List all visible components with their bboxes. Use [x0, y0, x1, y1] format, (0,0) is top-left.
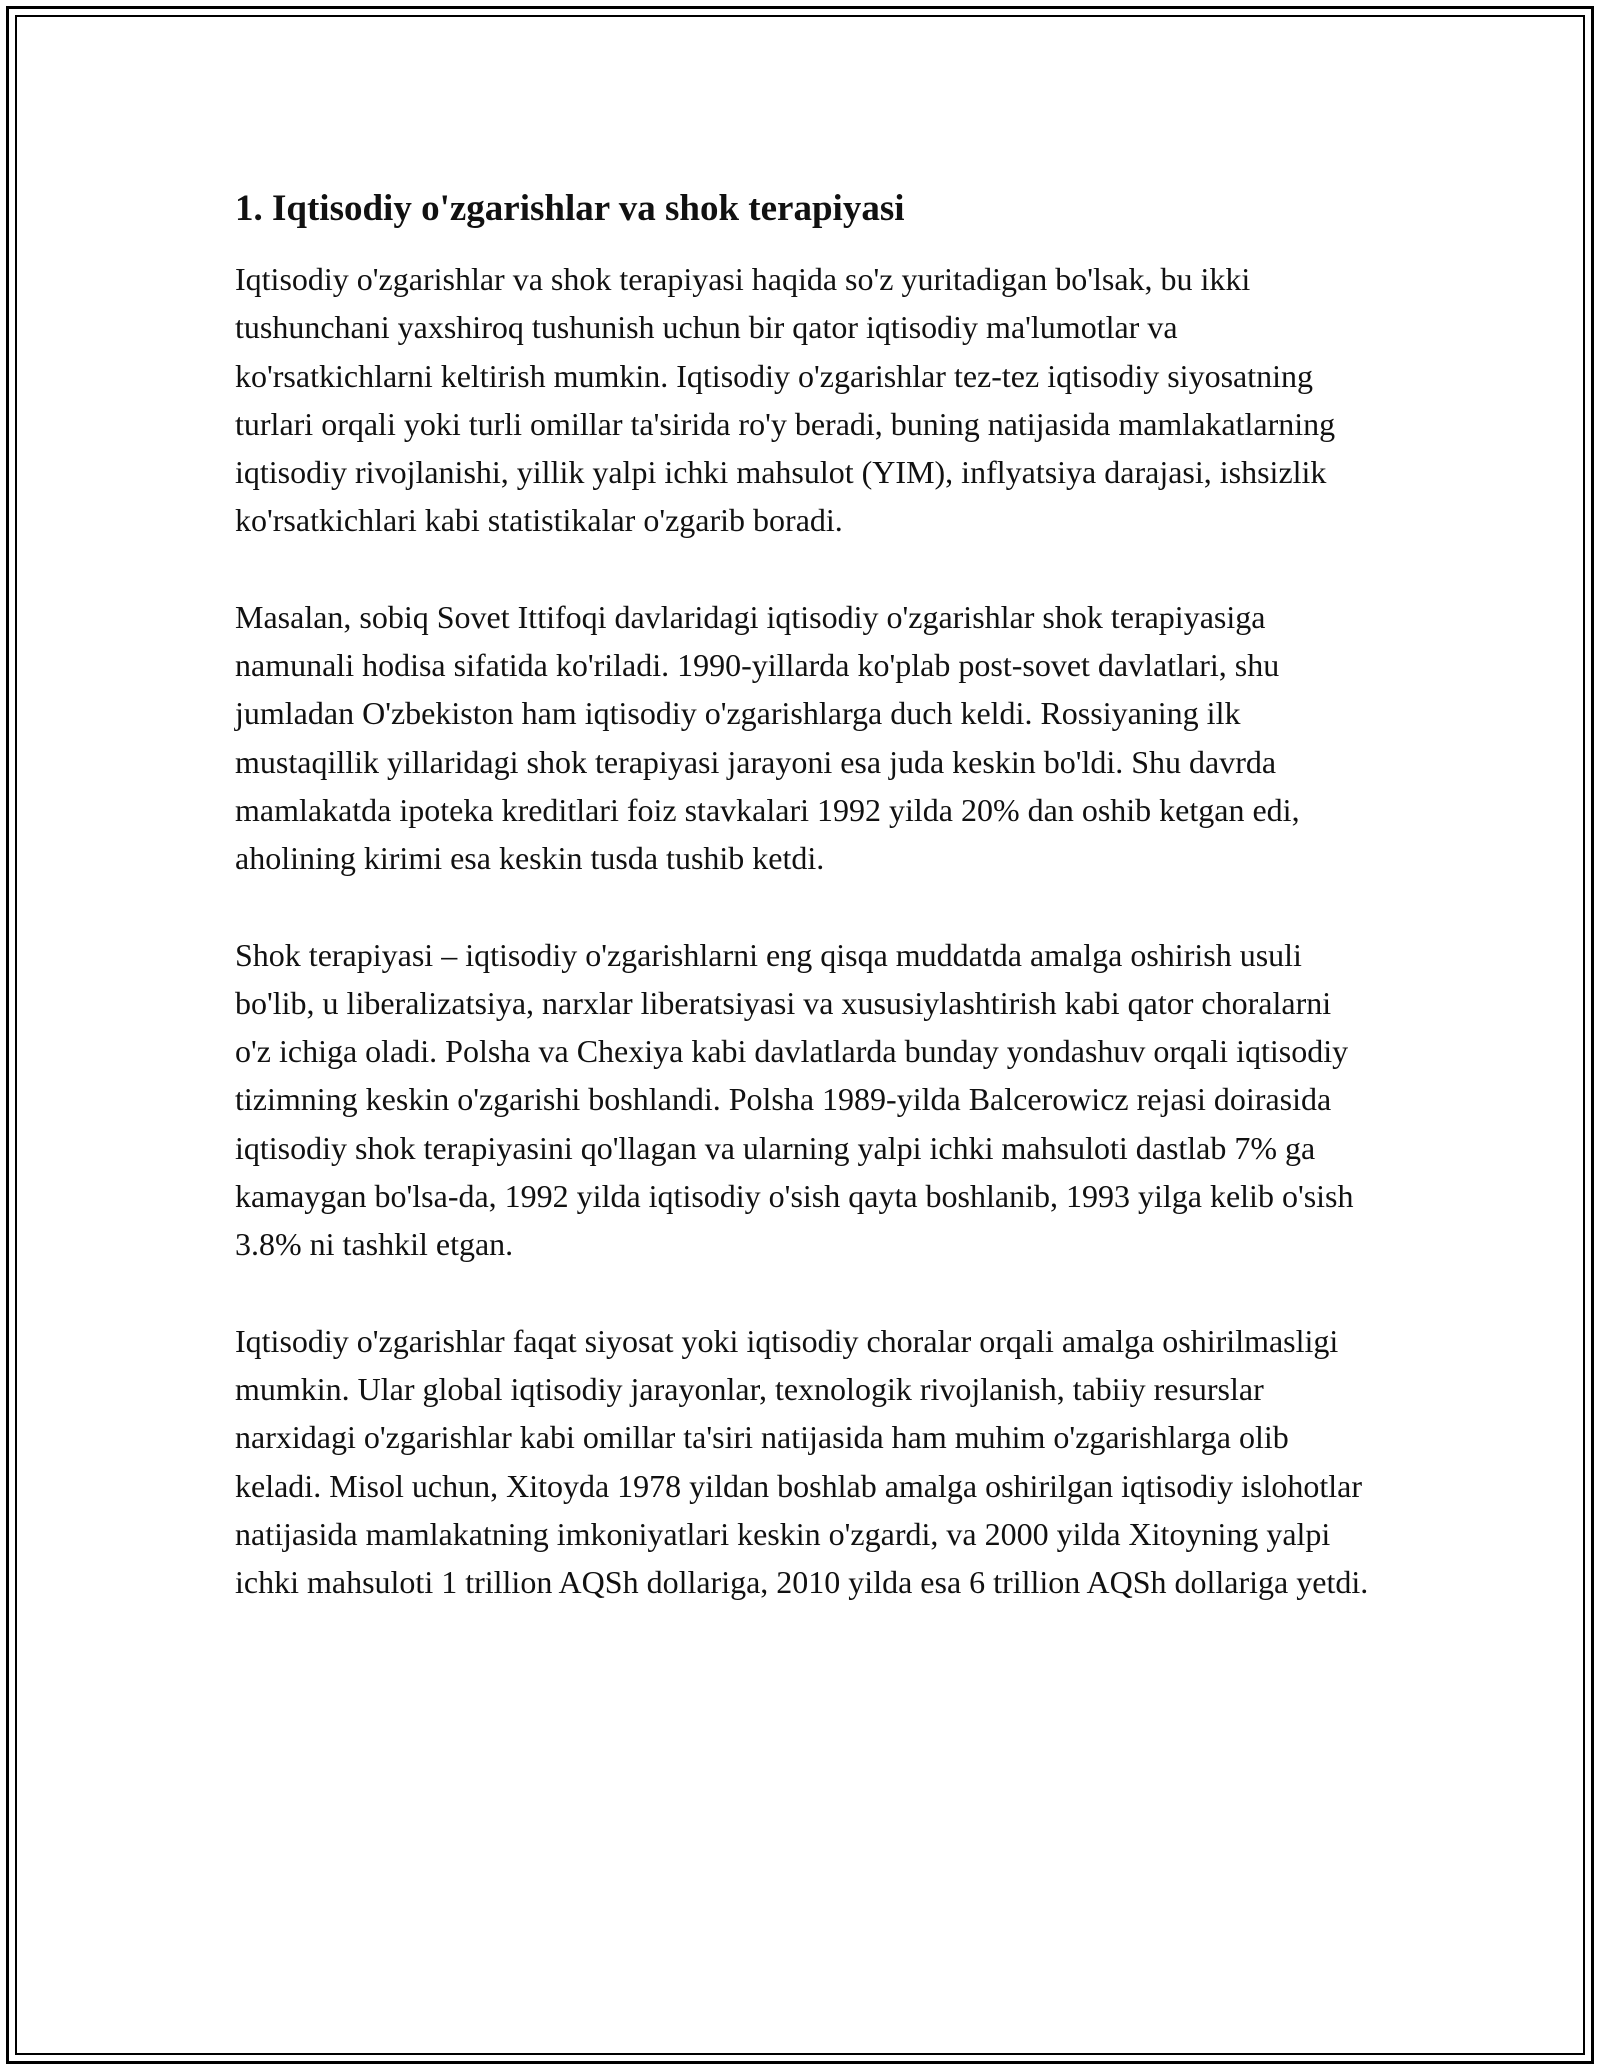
- paragraph-4: Iqtisodiy o'zgarishlar faqat siyosat yoki iqtisodiy choralar orqali amalga oshirilmasligi mumkin. Ular global iqtisodiy jarayonlar, texnologik rivojlanish, tabiiy resurslar narxidagi o'zgarishlar kabi omillar ta'siri natijasida ham muhim o'zgarishlarga olib keladi. Misol uchun, Xitoyda 1978 yildan boshlab amalga oshirilgan iqtisodiy islohotlar natijasida mamlakatning imkoniyatlari keskin o'zgardi, va 2000 yilda Xitoyning yalpi ichki mahsuloti 1 trillion AQSh dollariga, 2010 yilda esa 6 trillion AQSh dollariga yetdi.: [235, 1322, 1369, 1601]
- paragraph-2: Masalan, sobiq Sovet Ittifoqi davlaridagi iqtisodiy o'zgarishlar shok terapiyasiga namunali hodisa sifatida ko'riladi. 1990-yillarda ko'plab post-sovet davlatlari, shu jumladan O'zbekiston ham iqtisodiy o'zgarishlarga duch keldi. Rossiyaning ilk mustaqillik yillaridagi shok terapiyasi jarayoni esa juda keskin bo'ldi. Shu davrda mamlakatda ipoteka kreditlari foiz stavkalari 1992 yilda 20% dan oshib ketgan edi, aholining kirimi esa keskin tusda tushib ketdi.: [235, 598, 1300, 877]
- paragraph-3: Shok terapiyasi – iqtisodiy o'zgarishlarni eng qisqa muddatda amalga oshirish usuli bo'lib, u liberalizatsiya, narxlar liberatsiyasi va xususiylashtirish kabi qator choralarni o'z ichiga oladi. Polsha va Chexiya kabi davlatlarda bunday yondashuv orqali iqtisodiy tizimning keskin o'zgarishi boshlandi. Polsha 1989-yilda Balcerowicz rejasi doirasida iqtisodiy shok terapiyasini qo'llagan va ularning yalpi ichki mahsuloti dastlab 7% ga kamaygan bo'lsa-da, 1992 yilda iqtisodiy o'sish qayta boshlanib, 1993 yilga kelib o'sish 3.8% ni tashkil etgan.: [235, 936, 1354, 1263]
- document-body: [235, 185, 1375, 1654]
- section-heading: 1. Iqtisodiy o'zgarishlar va shok terapiyasi: [235, 188, 905, 229]
- paragraph-1: Iqtisodiy o'zgarishlar va shok terapiyasi haqida so'z yuritadigan bo'lsak, bu ikki tushunchani yaxshiroq tushunish uchun bir qator iqtisodiy ma'lumotlar va ko'rsatkichlarni keltirish mumkin. Iqtisodiy o'zgarishlar tez-tez iqtisodiy siyosatning turlari orqali yoki turli omillar ta'sirida ro'y beradi, buning natijasida mamlakatlarning iqtisodiy rivojlanishi, yillik yalpi ichki mahsulot (YIM), inflyatsiya darajasi, ishsizlik ko'rsatkichlari kabi statistikalar o'zgarib boradi.: [235, 261, 1336, 539]
